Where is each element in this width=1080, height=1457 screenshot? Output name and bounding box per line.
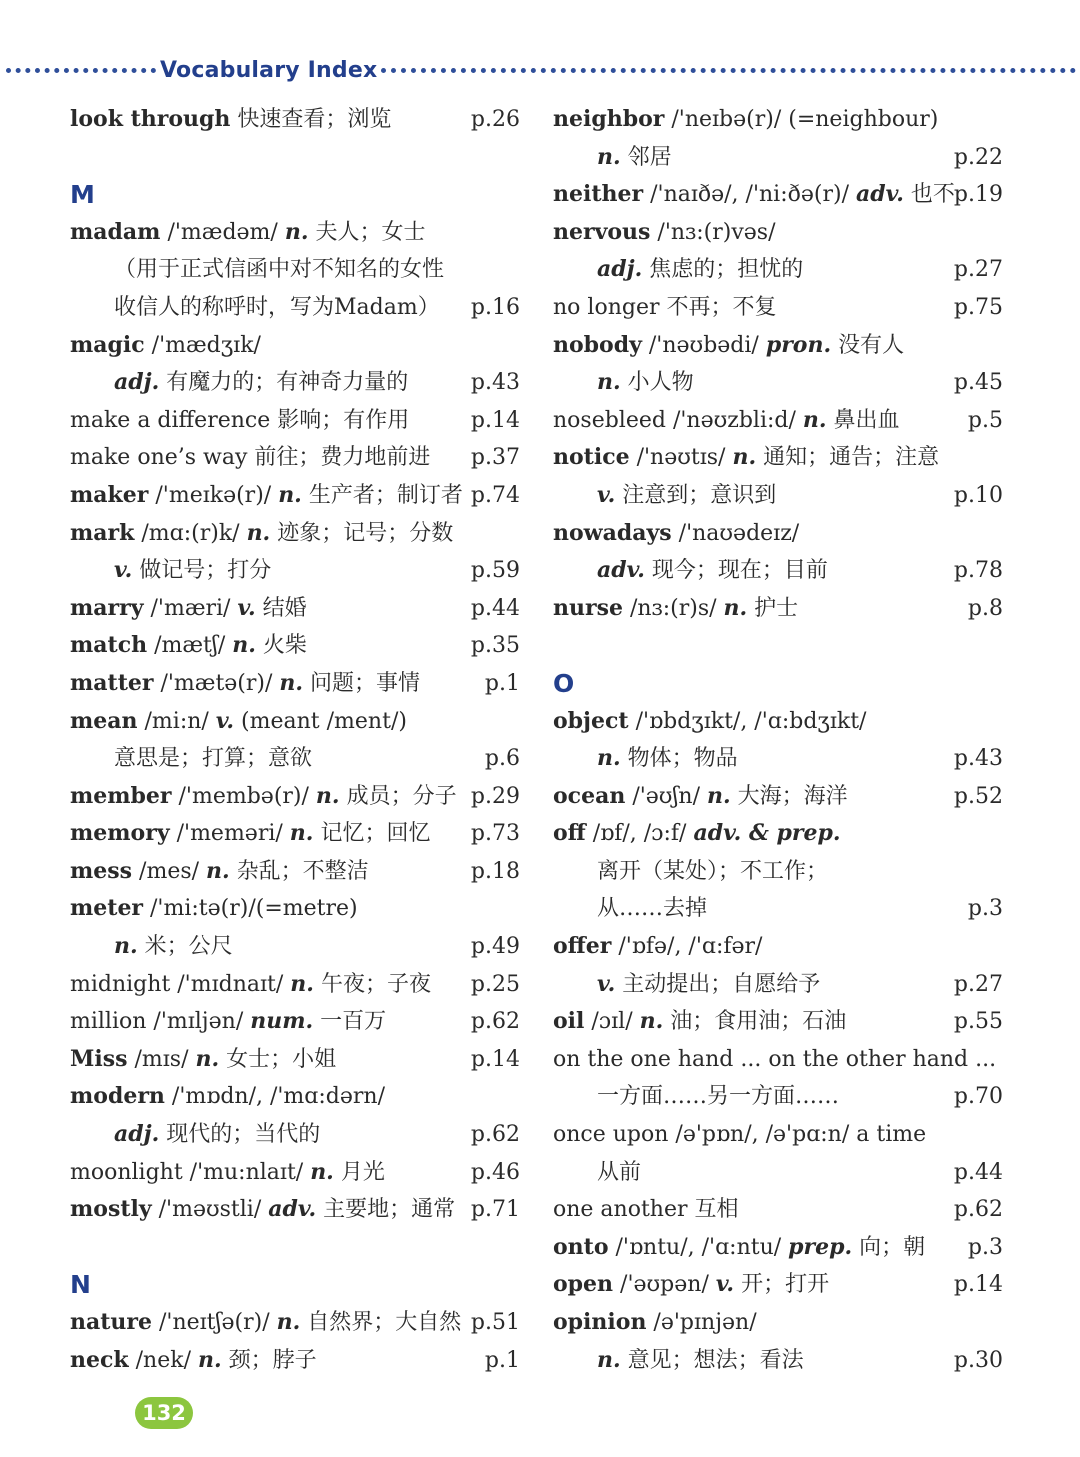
part-of-speech: pron. — [765, 331, 832, 358]
pronunciation: /'mɒdn/, /'mɑ:dərn/ — [164, 1084, 385, 1110]
headword: neither — [553, 181, 644, 208]
definition: 现今；现在；目前 — [644, 558, 828, 584]
page-reference: p.62 — [470, 1122, 520, 1148]
index-entry — [70, 778, 520, 816]
headword: neck — [70, 1346, 129, 1373]
definition: 开；打开 — [734, 1272, 830, 1298]
pronunciation: /ɒf/, /ɔ:f/ — [585, 821, 694, 847]
definition: 颈；脖子 — [221, 1347, 317, 1373]
page-reference: p.8 — [967, 595, 1003, 621]
index-entry — [70, 477, 520, 515]
index-entry — [553, 515, 1003, 553]
phrase: nosebleed — [553, 407, 666, 433]
definition: 一方面……另一方面…… — [597, 1084, 840, 1110]
definition: 快速查看；浏览 — [230, 107, 392, 132]
definition: 收信人的称呼时，写为Madam） — [114, 294, 440, 320]
definition: 结婚 — [255, 595, 307, 621]
index-entry — [553, 139, 1003, 177]
part-of-speech: n. — [732, 444, 757, 471]
blank-line — [70, 139, 520, 177]
headword: onto — [553, 1233, 609, 1260]
phrase: make one’s way — [70, 445, 248, 471]
page-reference: p.14 — [470, 407, 520, 433]
index-entry — [553, 327, 1003, 365]
part-of-speech: n. — [197, 1346, 222, 1373]
pronunciation: /'mæri/ — [143, 595, 238, 621]
definition: 向；朝 — [852, 1234, 926, 1260]
index-entry — [70, 402, 520, 440]
index-entry — [70, 1154, 520, 1192]
definition: 主动提出；自愿给予 — [615, 971, 821, 997]
pronunciation: /'əʊpən/ — [613, 1272, 716, 1298]
index-entry — [553, 1078, 1003, 1116]
index-entry — [553, 1041, 1003, 1079]
page-reference: p.27 — [953, 257, 1003, 283]
index-entry — [70, 928, 520, 966]
index-entry — [70, 590, 520, 628]
page-reference: p.62 — [470, 1009, 520, 1035]
pronunciation: /'meməri/ — [169, 821, 290, 847]
headword: mark — [70, 519, 135, 546]
page-reference: p.25 — [470, 971, 520, 997]
part-of-speech: adj. — [597, 256, 643, 283]
headword: member — [70, 782, 172, 809]
index-entry — [70, 1191, 520, 1229]
right-column — [553, 101, 1003, 1379]
page-reference: p.71 — [470, 1197, 520, 1223]
part-of-speech: n. — [246, 519, 271, 546]
part-of-speech: n. — [315, 782, 340, 809]
pronunciation: /ə'pɪnjən/ — [646, 1310, 757, 1335]
index-entry — [70, 327, 520, 365]
part-of-speech: adj. — [114, 369, 160, 396]
definition: (meant /ment/) — [234, 708, 407, 734]
index-entry — [70, 214, 520, 252]
part-of-speech: adv. — [268, 1196, 317, 1223]
index-entry — [553, 101, 1003, 139]
headword: nervous — [553, 218, 651, 245]
page-reference: p.14 — [470, 1046, 520, 1072]
headword: open — [553, 1271, 614, 1298]
index-entry — [553, 552, 1003, 590]
headword: nurse — [553, 594, 623, 621]
index-entry — [70, 853, 520, 891]
part-of-speech: n. — [114, 933, 138, 960]
index-entry — [70, 815, 520, 853]
page-reference: p.1 — [484, 670, 520, 696]
definition: 没有人 — [831, 332, 905, 358]
part-of-speech: n. — [284, 218, 309, 245]
page-reference: p.43 — [470, 370, 520, 396]
pronunciation: /nɜ:(r)s/ — [622, 595, 724, 621]
definition: 意思是；打算；意欲 — [114, 746, 313, 772]
index-entry — [70, 439, 520, 477]
headword: opinion — [553, 1309, 647, 1335]
index-entry — [70, 627, 520, 665]
definition: 成员；分子 — [339, 783, 457, 809]
index-entry — [70, 966, 520, 1004]
index-entry — [70, 665, 520, 703]
page-reference: p.1 — [484, 1347, 520, 1373]
definition: 物体；物品 — [620, 746, 738, 772]
index-entry — [553, 703, 1003, 741]
headword: maker — [70, 481, 149, 508]
page-reference: p.18 — [470, 858, 520, 884]
index-entry — [70, 703, 520, 741]
page-reference: p.3 — [967, 1234, 1003, 1260]
definition: 生产者；制订者 — [301, 482, 463, 508]
index-entry — [553, 176, 1003, 214]
headword: marry — [70, 594, 144, 621]
pronunciation: /'ɒfə/, /'ɑ:fər/ — [611, 934, 763, 960]
headword: mostly — [70, 1196, 152, 1223]
pronunciation: /'ɒbdʒɪkt/, /'ɑ:bdʒɪkt/ — [628, 708, 867, 734]
page-reference: p.51 — [470, 1310, 520, 1335]
index-entry — [553, 1229, 1003, 1267]
pronunciation: /'membə(r)/ — [171, 783, 316, 809]
page-reference: p.10 — [953, 482, 1003, 508]
page-reference: p.27 — [953, 971, 1003, 997]
part-of-speech: n. — [707, 782, 731, 809]
page-reference: p.55 — [953, 1009, 1003, 1035]
page-reference: p.44 — [470, 595, 520, 621]
page-reference: p.73 — [470, 821, 520, 847]
pronunciation: /mes/ — [132, 858, 207, 884]
part-of-speech: v. — [715, 1271, 735, 1298]
index-entry — [553, 289, 1003, 327]
part-of-speech: n. — [195, 1045, 220, 1072]
headword: look through — [70, 106, 231, 132]
headword: offer — [553, 933, 612, 960]
index-entry — [70, 364, 520, 402]
phrase: midnight — [70, 971, 171, 997]
pronunciation: /'əʊʃn/ — [625, 783, 707, 809]
part-of-speech: v. — [597, 970, 616, 997]
headword: madam — [70, 218, 161, 245]
header-dotted-rule-left — [6, 68, 156, 73]
headword: object — [553, 707, 629, 734]
definition: 火柴 — [255, 633, 307, 659]
headword: ocean — [553, 782, 626, 809]
part-of-speech: n. — [639, 1008, 664, 1035]
headword: mess — [70, 857, 133, 884]
index-entry — [553, 1116, 1003, 1154]
part-of-speech: n. — [232, 632, 256, 659]
index-entry — [553, 1003, 1003, 1041]
left-column — [70, 101, 520, 1379]
section-letter-text: M — [70, 180, 95, 210]
page-reference: p.44 — [953, 1159, 1003, 1185]
index-entry — [70, 515, 520, 553]
index-entry — [70, 251, 520, 289]
pronunciation: /'naɪðə/, /'ni:ðə(r)/ — [643, 182, 856, 208]
part-of-speech: v. — [597, 481, 616, 508]
definition: （用于正式信函中对不知名的女性 — [114, 257, 445, 283]
definition: 不再；不复 — [659, 294, 777, 320]
page-reference: p.62 — [953, 1197, 1003, 1223]
index-entry — [553, 740, 1003, 778]
page-reference: p.30 — [953, 1347, 1003, 1373]
definition: 从前 — [597, 1159, 642, 1185]
part-of-speech: n. — [310, 1158, 334, 1185]
index-entry — [553, 214, 1003, 252]
index-entry — [553, 402, 1003, 440]
definition: 迹象；记号；分数 — [270, 520, 454, 546]
pronunciation: /'naʊədeɪz/ — [671, 520, 800, 546]
index-entry — [70, 1078, 520, 1116]
header-dotted-rule-right — [381, 68, 1076, 73]
page-reference: p.75 — [953, 294, 1003, 320]
index-entry — [553, 1342, 1003, 1380]
page-reference: p.74 — [470, 482, 520, 508]
part-of-speech: n. — [290, 970, 314, 997]
page-reference: p.14 — [953, 1272, 1003, 1298]
page-reference: p.78 — [953, 558, 1003, 584]
page-reference: p.49 — [470, 934, 520, 960]
definition: 通知；通告；注意 — [756, 445, 940, 471]
phrase: one another — [553, 1197, 688, 1223]
headword: magic — [70, 331, 145, 358]
index-entry — [70, 289, 520, 327]
headword: nobody — [553, 331, 642, 358]
pronunciation: /nek/ — [128, 1347, 198, 1373]
pronunciation: /'ɒntu/, /'ɑ:ntu/ — [608, 1234, 789, 1260]
definition: 有魔力的；有神奇力量的 — [159, 370, 409, 396]
page-reference: p.29 — [470, 783, 520, 809]
section-letter — [70, 176, 520, 214]
page-reference: p.52 — [953, 783, 1003, 809]
index-entry — [553, 1154, 1003, 1192]
definition: 杂乱；不整洁 — [229, 858, 369, 884]
index-entry — [553, 853, 1003, 891]
part-of-speech: adv. & prep. — [693, 820, 841, 847]
pronunciation: /'mædəm/ — [160, 219, 285, 245]
page-reference: p.22 — [953, 144, 1003, 170]
pronunciation: /'neɪtʃə(r)/ — [152, 1310, 277, 1335]
part-of-speech: n. — [278, 481, 302, 508]
pronunciation: /'mætə(r)/ — [153, 670, 280, 696]
headword: mean — [70, 707, 138, 734]
part-of-speech: adv. — [855, 181, 904, 208]
pronunciation: /'mi:tə(r)/(=metre) — [143, 896, 358, 922]
phrase: moonlight — [70, 1159, 183, 1185]
definition: 自然界；大自然 — [300, 1310, 462, 1335]
headword: nowadays — [553, 519, 672, 546]
part-of-speech: n. — [597, 369, 621, 396]
phrase: on the one hand ... on the other hand ... — [553, 1046, 997, 1072]
vocabulary-index-header — [0, 54, 1080, 86]
index-entry — [70, 890, 520, 928]
headword: oil — [553, 1008, 585, 1035]
headword: match — [70, 632, 148, 659]
page-reference: p.59 — [470, 558, 520, 584]
index-entry — [70, 1116, 520, 1154]
page-reference: p.45 — [953, 370, 1003, 396]
page-reference: p.5 — [967, 407, 1003, 433]
index-entry — [553, 364, 1003, 402]
index-entry — [70, 1304, 520, 1342]
definition: 焦虑的；担忧的 — [642, 257, 804, 283]
index-entry — [70, 740, 520, 778]
part-of-speech: n. — [276, 1309, 301, 1335]
page-reference: p.3 — [967, 896, 1003, 922]
phrase: once upon — [553, 1122, 669, 1148]
index-entry — [553, 1266, 1003, 1304]
definition: 影响；有作用 — [270, 407, 410, 433]
index-entry — [553, 966, 1003, 1004]
pronunciation: /'nəʊzbli:d/ — [665, 407, 803, 433]
headword: modern — [70, 1083, 165, 1110]
pronunciation: /'mu:nlaɪt/ — [182, 1159, 311, 1185]
definition: 从……去掉 — [597, 896, 708, 922]
pronunciation: /'mædʒɪk/ — [144, 332, 261, 358]
page-reference: p.37 — [470, 445, 520, 471]
definition: 主要地；通常 — [316, 1197, 456, 1223]
definition: 离开（某处）；不工作； — [597, 858, 829, 884]
part-of-speech: adj. — [114, 1121, 160, 1148]
part-of-speech: n. — [597, 745, 621, 772]
blank-line — [70, 1229, 520, 1267]
index-entry — [553, 1191, 1003, 1229]
index-entry — [553, 590, 1003, 628]
page-reference: p.26 — [470, 107, 520, 132]
definition: 一百万 — [313, 1009, 387, 1035]
part-of-speech: v. — [114, 557, 133, 584]
part-of-speech: n. — [279, 669, 304, 696]
part-of-speech: prep. — [788, 1233, 853, 1260]
definition: 鼻出血 — [826, 407, 900, 433]
definition: 做记号；打分 — [132, 558, 272, 584]
index-entry — [553, 778, 1003, 816]
definition: 米；公尺 — [137, 934, 233, 960]
definition: 大海；海洋 — [730, 783, 848, 809]
definition: 月光 — [333, 1159, 385, 1185]
index-entry — [70, 1003, 520, 1041]
part-of-speech: n. — [597, 1346, 621, 1373]
pronunciation: /mætʃ/ — [147, 633, 233, 659]
pronunciation: /'mɪljən/ — [146, 1009, 251, 1035]
part-of-speech: v. — [237, 594, 256, 621]
blank-line — [553, 627, 1003, 665]
definition: 油；食用油；石油 — [663, 1009, 847, 1035]
part-of-speech: n. — [597, 143, 621, 170]
pronunciation: /mɪs/ — [127, 1046, 196, 1072]
index-entry — [553, 439, 1003, 477]
phrase: million — [70, 1009, 147, 1035]
section-letter-text: O — [553, 668, 575, 698]
section-letter — [553, 665, 1003, 703]
phrase: no longer — [553, 294, 660, 320]
definition: 前往；费力地前进 — [247, 445, 431, 471]
page-reference: p.43 — [953, 746, 1003, 772]
part-of-speech: n. — [723, 594, 748, 621]
part-of-speech: n. — [289, 820, 314, 847]
pronunciation: /mɑ:(r)k/ — [134, 520, 247, 546]
definition: 女士；小姐 — [219, 1046, 337, 1072]
page-reference: p.19 — [953, 182, 1003, 208]
part-of-speech: v. — [215, 707, 235, 734]
part-of-speech: n. — [802, 406, 827, 433]
definition: 现代的；当代的 — [159, 1122, 321, 1148]
pronunciation: /'meɪkə(r)/ — [148, 482, 279, 508]
headword: notice — [553, 444, 630, 471]
definition: 问题；事情 — [303, 670, 421, 696]
index-entry — [553, 928, 1003, 966]
definition: 夫人；女士 — [308, 219, 426, 245]
index-entry — [70, 1041, 520, 1079]
definition: 互相 — [687, 1197, 739, 1223]
headword: nature — [70, 1309, 152, 1335]
part-of-speech: n. — [206, 857, 230, 884]
index-entry — [553, 815, 1003, 853]
definition: 也不 — [903, 182, 955, 208]
headword: off — [553, 820, 586, 847]
page-reference: p.6 — [484, 746, 520, 772]
page-reference: p.16 — [470, 294, 520, 320]
pronunciation: /'məʊstli/ — [151, 1197, 269, 1223]
page-reference: p.70 — [953, 1084, 1003, 1110]
index-entry — [70, 101, 520, 139]
index-entry — [70, 1342, 520, 1380]
phrase: make a difference — [70, 407, 271, 433]
headword: memory — [70, 820, 170, 847]
section-letter-text: N — [70, 1270, 91, 1300]
part-of-speech: num. — [250, 1008, 314, 1035]
definition: 小人物 — [620, 370, 694, 396]
headword: meter — [70, 895, 144, 922]
page-number-badge: 132 — [135, 1397, 193, 1429]
definition: 注意到；意识到 — [615, 482, 777, 508]
pronunciation: /mi:n/ — [137, 708, 216, 734]
index-entry — [553, 1304, 1003, 1342]
index-entry — [553, 251, 1003, 289]
header-title: Vocabulary Index — [160, 57, 378, 83]
pronunciation: /'neɪbə(r)/ (=neighbour) — [664, 107, 939, 132]
headword: Miss — [70, 1045, 128, 1072]
index-entry — [70, 552, 520, 590]
definition: 护士 — [747, 595, 799, 621]
part-of-speech: adv. — [597, 557, 645, 584]
index-entry — [553, 890, 1003, 928]
pronunciation: /'mɪdnaɪt/ — [170, 971, 291, 997]
headword: neighbor — [553, 106, 665, 132]
page-reference: p.35 — [470, 633, 520, 659]
headword: matter — [70, 669, 154, 696]
pronunciation: /'nəʊbədi/ — [641, 332, 766, 358]
pronunciation: /'nəʊtɪs/ — [629, 445, 733, 471]
definition: 记忆；回忆 — [313, 821, 431, 847]
page-reference: p.46 — [470, 1159, 520, 1185]
index-entry — [553, 477, 1003, 515]
definition: 意见；想法；看法 — [620, 1347, 804, 1373]
section-letter — [70, 1266, 520, 1304]
definition: 午夜；子夜 — [313, 971, 431, 997]
pronunciation: /ə'pɒn/, /ə'pɑ:n/ a time — [668, 1122, 927, 1148]
definition: 邻居 — [620, 144, 672, 170]
pronunciation: /'nɜ:(r)vəs/ — [650, 219, 776, 245]
pronunciation: /ɔɪl/ — [584, 1009, 640, 1035]
